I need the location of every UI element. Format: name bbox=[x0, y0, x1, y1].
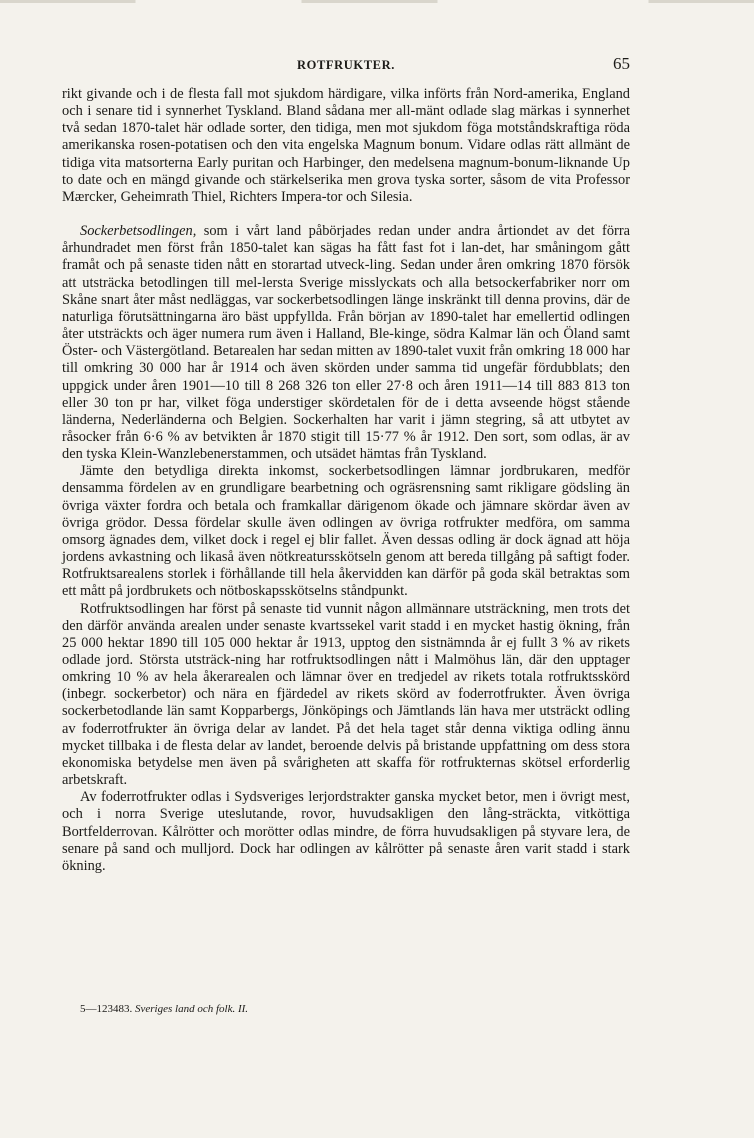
paragraph-benefits: Jämte den betydliga direkta inkomst, sockerbetsodlingen lämnar jordbrukaren, medför densamma fördelen av en grundligare bearbetning och ogräsrensning samt rikligare gödsling än övriga växter fordra och betala och framkallar därigenom ökade och jämnare skördar även av övriga grödor. Dessa fördelar skulle även odlingen av övriga rotfrukter medföra, om samma omsorg ägnades dem, vilket dock i regel ej blir fallet. Även dessas odling är dock ägnad att höja jordens avkastning och likaså även nötkreatursskötseln genom att bereda tillgång på saftigt foder. Rotfruktsarealens storlek i förhållande till hela åkervidden kan därför på goda skäl betraktas som ett mått på jordbrukets och nötboskapsskötselns ståndpunkt. bbox=[62, 463, 630, 600]
paragraph-root-crop-area: Rotfruktsodlingen har först på senaste tid vunnit någon allmännare utsträckning, men trots det den därför använda arealen under senaste kvartssekel varit stadd i en mycket hastig ökning, från 25 000 hektar 1890 till 105 000 hektar år 1913, upptog den sistnämnda år ej fullt 3 % av rikets odlade jord. Största utsträck-ning har rotfruktsodlingen nått i Malmöhus län, där den upptager omkring 10 % av hela åkerarealen och lämnar över en tredjedel av rikets totala rotfruktsskörd (inbegr. sockerbetor) och nära en fjärdedel av rikets skörd av foderrotfrukter. Även övriga sockerbetodlande län samt Kopparbergs, Jönköpings och Jämtlands län hava mer utsträckt odling av foderrotfrukter än övriga delar av landet. På det hela taget står denna viktiga odling ännu mycket tillbaka i de flesta delar av landet, beroende delvis på bristande uppfattning om dess stora ekonomiska betydelse men även på svårigheten att skaffa för rotfrukternas skötsel erforderlig arbetskraft. bbox=[62, 600, 630, 789]
paragraph-sugar-beet bbox=[62, 223, 630, 463]
page-number: 65 bbox=[613, 54, 630, 73]
paragraph-fodder-roots: Av foderrotfrukter odlas i Sydsveriges lerjordstrakter ganska mycket betor, men i övrigt mest, och i norra Sverige uteslutande, rovor, huvudsakligen den lång-sträckta, vitköttiga Bortfelderrovan. Kålrötter och morötter odlas mindre, de förra huvudsakligen på styvare lera, de senare på sand och mulljord. Dock har odlingen av kålrötter på senaste åren varit stadd i stark ökning. bbox=[62, 789, 630, 874]
paragraph-potatoes: rikt givande och i de flesta fall mot sjukdom härdigare, vilka införts från Nord-amerika, England och i senare tid i synnerhet Tyskland. Bland sådana mer all-mänt odlade slag märkas i synnerhet två sedan 1870-talet här odlade sorter, den tidiga, men mot sjukdom föga motståndskraftiga röda amerikanska rosen-potatisen och den vita engelska Magnum bonum. Vidare odlas rätt allmänt de tidiga vita matsorterna Early puritan och Harbinger, den medelsena magnum-bonum-liknande Up to date och en mängd givande och stärkelserika men grova tyska sorter, såsom de vita Professor Mærcker, Geheimrath Thiel, Richters Impera-tor och Silesia. bbox=[62, 86, 630, 205]
paragraph-sugar-beet-text: som i vårt land påbörjades redan under andra årtiondet av det förra århundradet men först från 1850-talet kan sägas ha fått fast fot i lan-det, har småningom gått framåt och på senaste tiden nått en storartad utveck-ling. Sedan under åren omkring 1870 försök att utsträcka betodlingen till mel-lersta Sverige misslyckats och alla betsockerfabriker norr om Skåne snart åter måst nedläggas, var sockerbetsodlingen länge inskränkt till denna provins, där de naturliga förutsättningarna äro bäst uppfyllda. Från början av 1890-talet har emellertid odlingen åter utsträckts och äger numera rum även i Halland, Ble-kinge, södra Kalmar län och Öland samt Öster- och Västergötland. Betarealen har sedan mitten av 1890-talet vuxit från omkring 18 000 har till omkring 30 000 har år 1914 och även skörden under samma tid ungefär fördubblats; den uppgick under åren 1901—10 till 8 268 326 ton eller 27·8 och åren 1911—14 till 883 813 ton eller 30 ton pr har, vilket föga understiger skördetalen för de i detta avseende högst stående länderna, Nederländerna och Belgien. Sockerhalten har varit i jämn stegring, så att utbytet av råsocker från 6·6 % av betvikten år 1870 stigit till 15·77 % år 1912. Den sort, som odlas, är av den tyska Klein-Wanzlebenerstammen, och utsädet hämtas från Tyskland. bbox=[62, 223, 630, 463]
page-top-edge bbox=[0, 0, 754, 3]
running-head: ROTFRUKTER. bbox=[297, 58, 395, 72]
body-text bbox=[62, 86, 630, 875]
printer-signature: 5—123483. bbox=[80, 1003, 133, 1015]
book-title: Sveriges land och folk. II. bbox=[132, 1003, 249, 1015]
page-footer bbox=[80, 1003, 248, 1015]
page-header bbox=[62, 54, 630, 78]
section-lead-term: Sockerbetsodlingen, bbox=[80, 223, 197, 240]
